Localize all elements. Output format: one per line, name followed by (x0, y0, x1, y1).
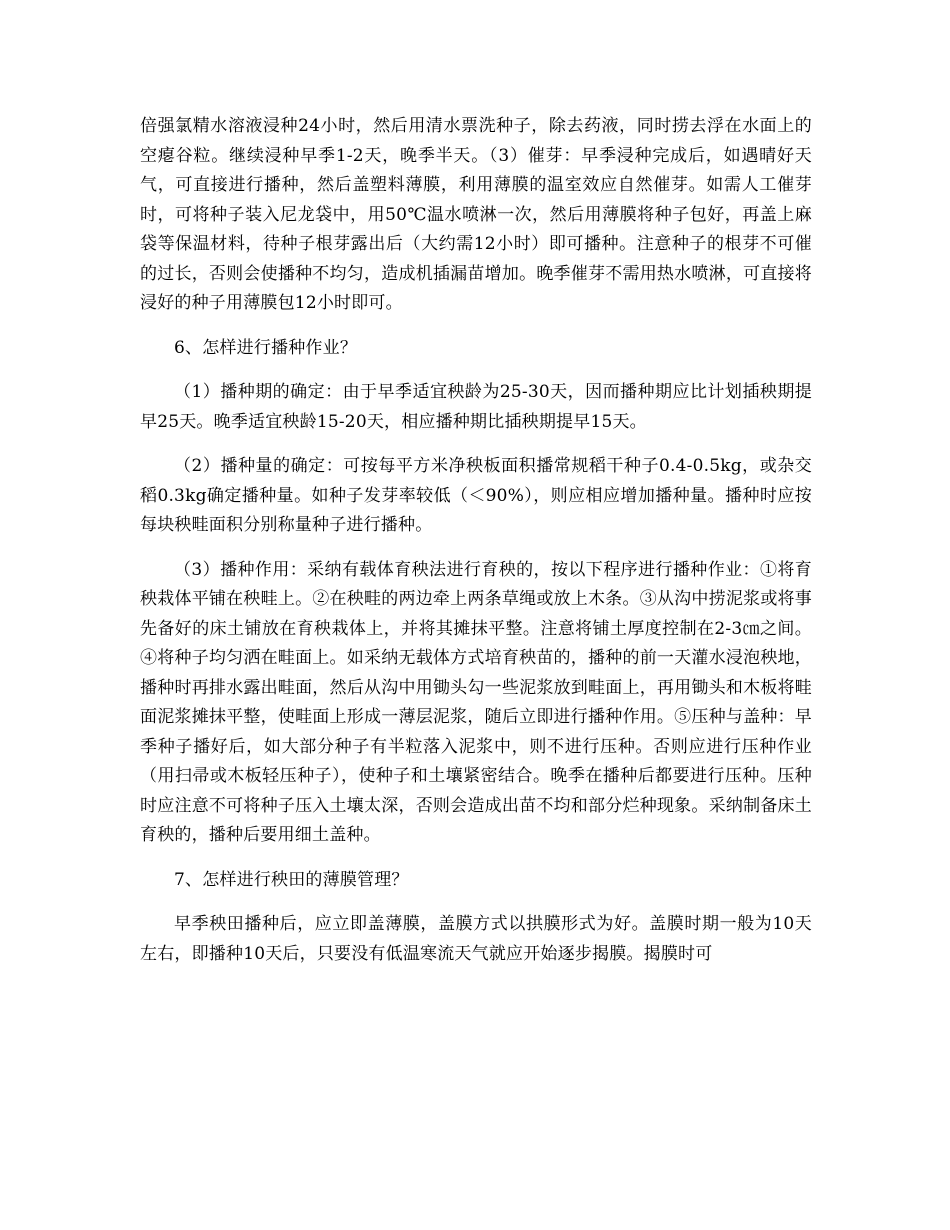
document-page (140, 112, 812, 969)
paragraph-film-management: 早季秧田播种后，应立即盖薄膜，盖膜方式以拱膜形式为好。盖膜时期一般为10天左右，即播种10天后，只要没有低温寒流天气就应开始逐步揭膜。揭膜时可 (140, 914, 812, 964)
paragraph-seed-soaking-germination: 倍强氯精水溶液浸种24小时，然后用清水票洗种子，除去药液，同时捞去浮在水面上的空瘪谷粒。继续浸种早季1-2天，晚季半天。（3）催芽：早季浸种完成后，如遇晴好天气，可直接进行播种，然后盖塑料薄膜，利用薄膜的温室效应自然催芽。如需人工催芽时，可将种子装入尼龙袋中，用50℃温水喷淋一次，然后用薄膜将种子包好，再盖上麻袋等保温材料，待种子根芽露出后（大约需12小时）即可播种。注意种子的根芽不可催的过长，否则会使播种不均匀，造成机插漏苗增加。晚季催芽不需用热水喷淋，可直接将浸好的种子用薄膜包12小时即可。 (140, 116, 812, 313)
paragraph-sowing-operation: （3）播种作用：采纳有载体育秧法进行育秧的，按以下程序进行播种作业：①将育秧栽体平铺在秧畦上。②在秧畦的两边牵上两条草绳或放上木条。③从沟中捞泥浆或将事先备好的床土铺放在育秧栽体上，并将其摊抹平整。注意将铺土厚度控制在2-3㎝之间。④将种子均匀洒在畦面上。如采纳无载体方式培育秧苗的，播种的前一天灌水浸泡秧地，播种时再排水露出畦面，然后从沟中用锄头勾一些泥浆放到畦面上，再用锄头和木板将畦面泥浆摊抹平整，使畦面上形成一薄层泥浆，随后立即进行播种作用。⑤压种与盖种：早季种子播好后，如大部分种子有半粒落入泥浆中，则不进行压种。否则应进行压种作业（用扫帚或木板轻压种子），使种子和土壤紧密结合。晚季在播种后都要进行压种。压种时应注意不可将种子压入土壤太深，否则会造成出苗不均和部分烂种现象。采纳制备床土育秧的，播种后要用细土盖种。 (140, 559, 812, 845)
section-heading-sowing: 6、怎样进行播种作业？ (174, 337, 358, 358)
section-heading-film-management: 7、怎样进行秧田的薄膜管理？ (174, 869, 409, 890)
paragraph-sowing-date: （1）播种期的确定：由于早季适宜秧龄为25-30天，因而播种期应比计划插秧期提早25天。晚季适宜秧龄15-20天，相应播种期比插秧期提早15天。 (140, 382, 812, 432)
paragraph-sowing-amount: （2）播种量的确定：可按每平方米净秧板面积播常规稻干种子0.4-0.5kg，或杂交稻0.3kg确定播种量。如种子发芽率较低（＜90%），则应相应增加播种量。播种时应按每块秧畦面积分别称量种子进行播种。 (140, 456, 812, 535)
